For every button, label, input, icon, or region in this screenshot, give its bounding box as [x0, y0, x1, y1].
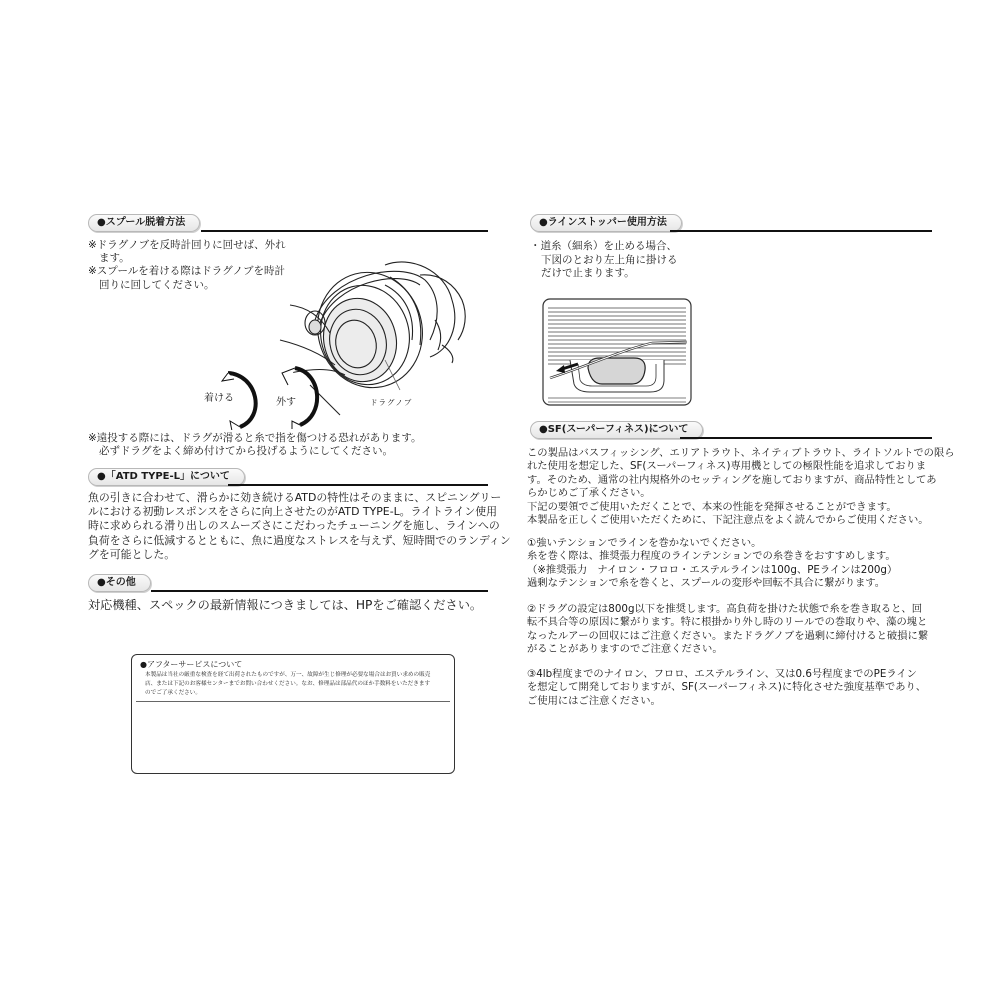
atd-line: グを可能とした。 — [88, 547, 176, 561]
sf-line: この製品はバスフィッシング、エリアトラウト、ネイティブトラウト、ライトソルトでの限ら — [527, 447, 955, 459]
section-title: ●ラインストッパー使用方法 — [530, 214, 682, 232]
sf-intro — [527, 447, 955, 527]
section-divider — [201, 230, 488, 232]
section-header-spool — [88, 214, 488, 234]
section-divider — [680, 437, 932, 439]
warning-line: 必ずドラグをよく締め付けてから投げるようにしてください。 — [99, 445, 393, 458]
atd-line: 魚の引きに合わせて、滑らかに効き続けるATDの特性はそのままに、スピニングリー — [88, 491, 502, 504]
casting-warning — [88, 432, 421, 458]
sf-line: 下記の要領でご使用いただくことで、本来の性能を発揮させることができます。 — [527, 500, 897, 513]
service-line: 店、または下記のお客様センターまでお問い合わせください。なお、修理品は部品代のほか手数料をいただきます — [145, 681, 431, 688]
attach-label: 着ける — [204, 393, 234, 404]
point-line: ご使用にはご注意ください。 — [527, 694, 661, 707]
section-title: ●その他 — [88, 574, 151, 592]
section-header-sf — [530, 421, 932, 441]
instruction-line: だけで止まります。 — [541, 267, 635, 280]
section-title: ●SF(スーパーフィネス)について — [530, 421, 703, 439]
point-line: （※推奨張力 ナイロン・フロロ・エステルラインは100g、PEラインは200g） — [527, 563, 898, 576]
line-stopper-instructions — [530, 240, 678, 281]
sf-line: す。そのため、通常の社内規格外のセッティングを施しておりますが、商品特性としてあ — [527, 473, 937, 486]
note-line: ※ドラグノブを反時計回りに回せば、外れ — [88, 239, 286, 251]
warning-line: ※遠投する際には、ドラグが滑ると糸で指を傷つける恐れがあります。 — [88, 432, 422, 444]
after-service-body — [145, 671, 430, 699]
note-line: ます。 — [99, 252, 130, 265]
atd-description — [88, 491, 511, 562]
remove-label: 外す — [276, 397, 296, 408]
point-line: 転不具合等の原因に繋がります。特に根掛かり外し時のリールでの巻取りや、藻の塊と — [527, 616, 928, 629]
point-line: ③4lb程度までのナイロン、フロロ、エステルライン、又は0.6号程度までのPEライン — [527, 668, 917, 680]
sf-line: らかじめご了承ください。 — [527, 487, 651, 500]
sf-line: れた使用を想定した、SF(スーパーフィネス)専用機としての極限性能を追求しておりま — [527, 460, 927, 473]
sf-line: 本製品を正しくご使用いただくために、下記注意点をよく読んでからご使用ください。 — [527, 514, 929, 527]
sf-point-2 — [527, 603, 928, 657]
other-info-text: 対応機種、スペックの最新情報につきましては、HPをご確認ください。 — [88, 598, 483, 612]
after-service-box — [131, 654, 455, 774]
drag-knob-label: ドラグノブ — [370, 398, 413, 407]
line-stopper-figure-icon — [542, 298, 692, 406]
point-line: がることがありますのでご注意ください。 — [527, 643, 723, 656]
instruction-line: ・道糸（細糸）を止める場合、 — [530, 240, 677, 252]
line-stopper-diagram — [542, 298, 692, 406]
reel-spool-illustration — [180, 245, 480, 430]
point-line: 糸を巻く際は、推奨張力程度のラインテンションでの糸巻きをおすすめします。 — [527, 550, 896, 563]
point-line: を想定して開発しておりますが、SF(スーパーフィネス)に特化させた強度基準であり、 — [527, 681, 927, 694]
point-line: 過剰なテンションで糸を巻くと、スプールの変形や回転不具合に繋がります。 — [527, 577, 886, 590]
instruction-line: 下図のとおり左上角に掛ける — [541, 253, 678, 266]
service-line: 本製品は当社の厳重な検査を経て出荷されたものですが、万一、故障が生じ修理が必要な場合はお買い求めの販売 — [145, 672, 431, 678]
section-divider — [228, 484, 488, 486]
atd-line: ルにおける初動レスポンスをさらに向上させたのがATD TYPE-L。ライトライン使用 — [88, 505, 498, 519]
note-line: 回りに回してください。 — [99, 278, 215, 291]
point-line: なったルアーの回収にはご注意ください。またドラグノブを過剰に締付けると破損に繋 — [527, 629, 929, 642]
section-header-other — [88, 574, 488, 594]
point-line: ①強いテンションでラインを巻かないでください。 — [527, 537, 762, 549]
section-title: ●「ATD TYPE-L」について — [88, 468, 245, 486]
atd-line: 時に求められる滑り出しのスムーズさにこだわったチューニングを施し、ラインへの — [88, 519, 500, 533]
section-header-atd — [88, 468, 488, 488]
atd-line: 負荷をさらに低減するとともに、魚に過度なストレスを与えず、短時間でのランディン — [88, 533, 511, 547]
after-service-divider — [136, 701, 450, 702]
section-header-line-stopper — [530, 214, 932, 234]
section-divider — [151, 590, 488, 592]
service-line: のでご了承ください。 — [145, 690, 201, 697]
sf-point-3 — [527, 668, 926, 708]
note-line: ※スプールを着ける際はドラグノブを時計 — [88, 265, 286, 278]
after-service-title: ●アフターサービスについて — [140, 660, 243, 669]
point-line: ②ドラグの設定は800g以下を推奨します。高負荷を掛けた状態で糸を巻き取ると、回 — [527, 603, 922, 615]
section-divider — [670, 230, 932, 232]
sf-point-1 — [527, 537, 897, 591]
section-title: ●スプール脱着方法 — [88, 214, 200, 232]
